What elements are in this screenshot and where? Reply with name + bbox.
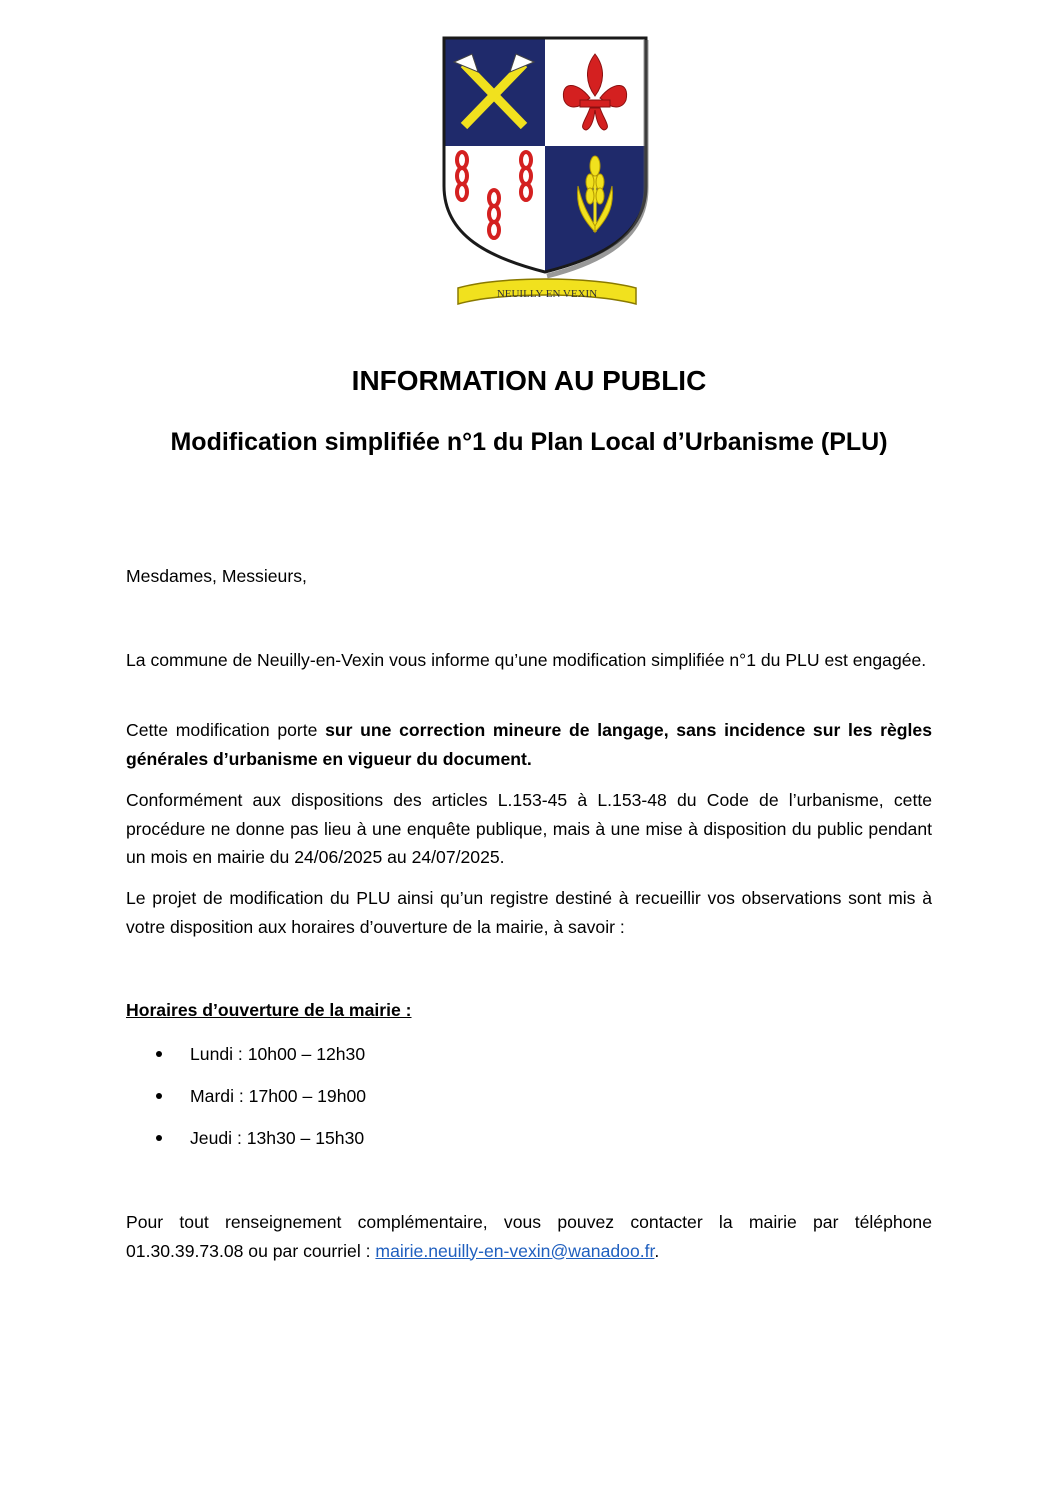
coat-of-arms-logo — [440, 36, 654, 308]
bullet-icon — [156, 1093, 162, 1099]
contact-text: Pour tout renseignement complémentaire, vous pouvez contacter la mairie par téléphone 01.30.39.73.08 ou par courriel : — [126, 1212, 932, 1261]
list-item: Jeudi : 13h30 – 15h30 — [126, 1124, 366, 1166]
svg-text:NEUILLY EN VEXIN: NEUILLY EN VEXIN — [496, 288, 598, 300]
paragraph-legal: Conformément aux dispositions des articles L.153-45 à L.153-48 du Code de l’urbanisme, cette procédure ne donne pas lieu à une enquête publique, mais à une mise à disposition du public pendant un mois en mairie du 24/06/2025 au 24/07/2025. — [126, 790, 932, 867]
list-item: Mardi : 17h00 – 19h00 — [126, 1082, 366, 1124]
bullet-icon — [156, 1135, 162, 1141]
hours-heading: Horaires d’ouverture de la mairie : — [126, 1000, 412, 1020]
paragraph-announcement: La commune de Neuilly-en-Vexin vous informe qu’une modification simplifiée n°1 du PLU est engagée. — [126, 650, 927, 670]
crest-banner — [458, 279, 636, 304]
paragraph-availability: Le projet de modification du PLU ainsi qu’un registre destiné à recueillir vos observations sont mis à votre disposition aux horaires d’ouverture de la mairie, à savoir : — [126, 888, 932, 937]
scope-intro: Cette modification porte — [126, 720, 326, 740]
hours-list — [126, 1040, 366, 1166]
list-item: Lundi : 10h00 – 12h30 — [126, 1040, 366, 1082]
email-link[interactable]: mairie.neuilly-en-vexin@wanadoo.fr — [375, 1240, 655, 1261]
scope-bold: sur une correction mineure de langage, sans incidence sur les règles générales d’urbanisme en vigueur du document. — [126, 720, 932, 769]
page-subtitle: Modification simplifiée n°1 du Plan Local d’Urbanisme (PLU) — [170, 428, 888, 456]
bullet-icon — [156, 1051, 162, 1057]
paragraph-scope — [126, 716, 932, 773]
salutation: Mesdames, Messieurs, — [126, 566, 307, 586]
page-title: INFORMATION AU PUBLIC — [351, 365, 707, 396]
paragraph-contact: Pour tout renseignement complémentaire, vous pouvez contacter la mairie par téléphone 01.30.39.73.08 ou par courriel : mairie.neuilly-en-vexin@wanadoo.fr. — [126, 1212, 932, 1261]
